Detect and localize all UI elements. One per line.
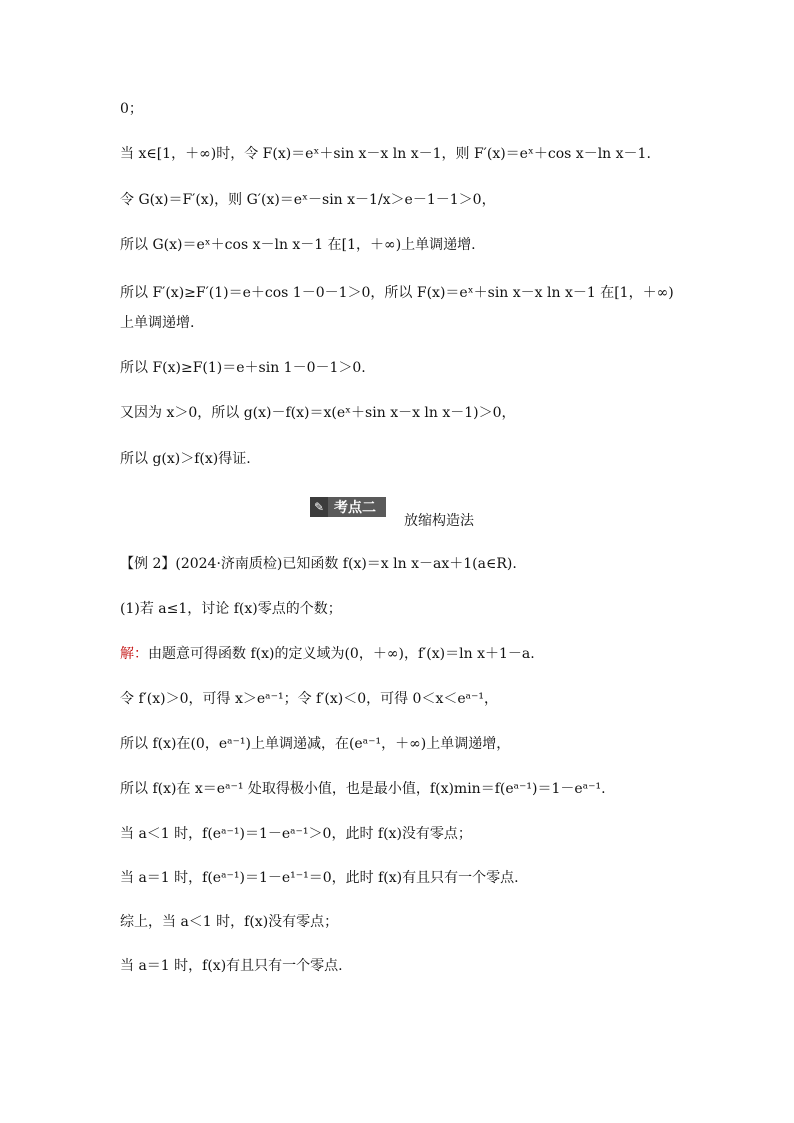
text-line: 所以 g(x)＞f(x)得证. <box>120 451 251 467</box>
solution-label: 解： <box>120 646 148 662</box>
text-line: 令 f′(x)＞0，可得 x＞eᵃ⁻¹；令 f′(x)＜0，可得 0＜x＜eᵃ⁻¹， <box>120 691 499 707</box>
text-line: 所以 f(x)在 x＝eᵃ⁻¹ 处取得极小值，也是最小值，f(x)min＝f(eᵃ⁻¹)＝1－eᵃ⁻¹. <box>120 781 606 797</box>
text-line: 综上，当 a＜1 时，f(x)没有零点； <box>120 914 339 930</box>
question-part-1: (1)若 a≤1，讨论 f(x)零点的个数； <box>120 601 342 617</box>
section-badge <box>310 497 386 517</box>
section-badge-label: 考点二 <box>334 500 376 516</box>
text-line: 当 a＝1 时，f(eᵃ⁻¹)＝1－e¹⁻¹＝0，此时 f(x)有且只有一个零点. <box>120 870 519 886</box>
text-line: 所以 f(x)在(0，eᵃ⁻¹)上单调递减，在(eᵃ⁻¹，＋∞)上单调递增， <box>120 736 511 752</box>
text-line: 令 G(x)＝F′(x)，则 G′(x)＝eˣ－sin x－1/x＞e－1－1＞0， <box>120 192 496 208</box>
pencil-icon: ✎ <box>310 497 328 517</box>
text-line: 0； <box>120 101 143 117</box>
text-line: 当 a＝1 时，f(x)有且只有一个零点. <box>120 958 343 974</box>
example-heading: 【例 2】(2024·济南质检)已知函数 f(x)＝x ln x－ax＋1(a∈R). <box>120 556 517 572</box>
text-line: 当 a＜1 时，f(eᵃ⁻¹)＝1－eᵃ⁻¹＞0，此时 f(x)没有零点； <box>120 826 472 842</box>
text-line: 上单调递增. <box>120 315 195 331</box>
text-line: 当 x∈[1，＋∞)时，令 F(x)＝eˣ＋sin x－x ln x－1，则 F′(x)＝eˣ＋cos x－ln x－1. <box>120 146 651 162</box>
solution-text: 由题意可得函数 f(x)的定义域为(0，＋∞)，f′(x)＝ln x＋1－a. <box>148 646 535 662</box>
text-line: 又因为 x＞0，所以 g(x)－f(x)＝x(eˣ＋sin x－x ln x－1)＞0， <box>120 405 516 421</box>
solution-first-line <box>120 645 694 663</box>
section-title: 放缩构造法 <box>404 513 474 529</box>
text-line: 所以 F(x)≥F(1)＝e＋sin 1－0－1＞0. <box>120 360 366 376</box>
text-line: 所以 F′(x)≥F′(1)＝e＋cos 1－0－1＞0，所以 F(x)＝eˣ＋sin x－x ln x－1 在[1，＋∞) <box>120 285 674 301</box>
text-line: 所以 G(x)＝eˣ＋cos x－ln x－1 在[1，＋∞)上单调递增. <box>120 237 476 253</box>
